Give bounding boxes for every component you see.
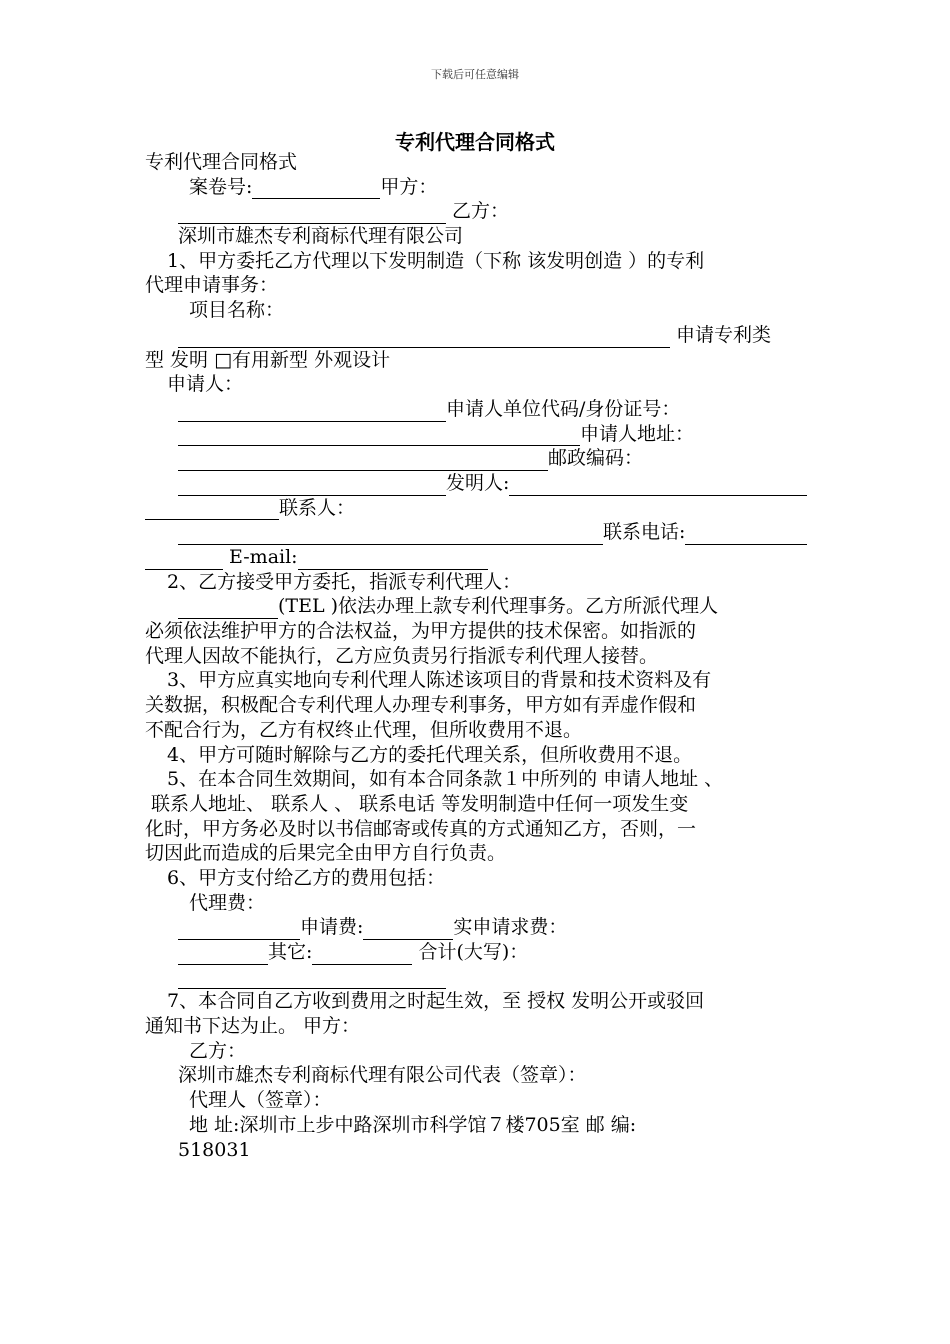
clause-1-line-1: 1、甲方委托乙方代理以下发明制造（下称 该发明创造 ）的专利 bbox=[167, 249, 705, 272]
email-blank[interactable] bbox=[298, 551, 488, 570]
applicant-address-label: 申请人地址： bbox=[580, 422, 695, 445]
agency-fee-label: 代理费： bbox=[189, 891, 266, 914]
clause-2-line-4: 代理人因故不能执行，乙方应负责另行指派专利代理人接替。 bbox=[145, 644, 659, 667]
clause-7-line-2: 通知书下达为止。 甲方： bbox=[145, 1015, 361, 1038]
signature-agent: 代理人（签章）： bbox=[189, 1089, 332, 1112]
project-name-line bbox=[145, 323, 807, 348]
project-name-blank[interactable] bbox=[178, 329, 670, 348]
agent-name-blank[interactable] bbox=[178, 600, 278, 619]
postal-code-label: 邮政编码： bbox=[548, 447, 644, 470]
total-blank-line bbox=[145, 965, 807, 990]
patent-type-label: 申请专利类 bbox=[670, 323, 772, 346]
applicant-address-line bbox=[145, 422, 807, 447]
clause-4-line-1: 4、甲方可随时解除与乙方的委托代理关系，但所收费用不退。 bbox=[167, 743, 693, 766]
postal-code-line bbox=[145, 446, 807, 471]
other-fee-blank[interactable] bbox=[312, 946, 412, 965]
applicant-code-line bbox=[145, 397, 807, 422]
application-fee-blank[interactable] bbox=[363, 921, 453, 940]
patent-type-options: 型 发明 □有用新型 外观设计 bbox=[145, 348, 391, 371]
party-b-line bbox=[145, 199, 807, 224]
case-number-line bbox=[145, 175, 807, 200]
clause-2-line-3: 必须依法维护甲方的合法权益，为甲方提供的技术保密。如指派的 bbox=[145, 620, 697, 643]
party-b-name: 深圳市雄杰专利商标代理有限公司 bbox=[178, 225, 464, 248]
examination-fee-blank[interactable] bbox=[178, 946, 268, 965]
postal-code-blank[interactable] bbox=[178, 477, 446, 496]
signature-party-b: 乙方： bbox=[189, 1039, 247, 1062]
clause-5-line-2: 联系人地址、 联系人 、 联系电话 等发明制造中任何一项发生变 bbox=[145, 792, 689, 815]
applicant-blank[interactable] bbox=[178, 403, 446, 422]
applicant-code-label: 申请人单位代码/身份证号： bbox=[446, 397, 681, 420]
clause-5-line-4: 切因此而造成的后果完全由甲方自行负责。 bbox=[145, 842, 507, 865]
clause-2-line-2 bbox=[145, 594, 807, 619]
clause-3-line-2: 关数据，积极配合专利代理人办理专利事务，甲方如有弄虚作假和 bbox=[145, 694, 697, 717]
clause-2-tel-text: (TEL )依法办理上款专利代理事务。乙方所派代理人 bbox=[278, 595, 719, 618]
total-label: 合计(大写)： bbox=[412, 940, 529, 963]
clause-2-line-1: 2、乙方接受甲方委托，指派专利代理人： bbox=[167, 570, 522, 593]
applicant-code-blank[interactable] bbox=[178, 427, 580, 446]
clause-6-line-1: 6、甲方支付给乙方的费用包括： bbox=[167, 866, 446, 889]
party-b-label: 乙方： bbox=[446, 200, 510, 223]
inventor-line bbox=[145, 471, 807, 496]
contact-blank[interactable] bbox=[178, 526, 603, 545]
inventor-blank[interactable] bbox=[509, 477, 807, 496]
contact-phone-label: 联系电话: bbox=[603, 521, 686, 544]
inventor-label: 发明人: bbox=[446, 471, 510, 494]
application-fee-label: 申请费: bbox=[300, 916, 364, 939]
page-header: 下载后可任意编辑 bbox=[431, 68, 519, 81]
clause-7-line-1: 7、本合同自乙方收到费用之时起生效，至 授权 发明公开或驳回 bbox=[167, 990, 705, 1013]
applicant-label: 申请人： bbox=[167, 373, 244, 396]
clause-1-line-2: 代理申请事务： bbox=[145, 274, 279, 297]
clause-5-line-1: 5、在本合同生效期间，如有本合同条款１中所列的 申请人地址 、 bbox=[167, 768, 724, 791]
agency-fee-blank[interactable] bbox=[178, 921, 300, 940]
contact-line bbox=[145, 496, 807, 521]
party-a-label: 甲方： bbox=[380, 175, 438, 198]
total-blank[interactable] bbox=[178, 970, 446, 989]
address-line: 地 址:深圳市上步中路深圳市科学馆７楼705室 邮 编: bbox=[189, 1113, 637, 1136]
applicant-address-blank[interactable] bbox=[178, 452, 548, 471]
case-number-label: 案卷号: bbox=[189, 175, 253, 198]
email-line bbox=[145, 545, 807, 570]
signature-company: 深圳市雄杰专利商标代理有限公司代表（签章）： bbox=[178, 1064, 587, 1087]
contact-phone-blank[interactable] bbox=[685, 526, 807, 545]
fee-line-1 bbox=[145, 915, 807, 940]
clause-3-line-3: 不配合行为，乙方有权终止代理，但所收费用不退。 bbox=[145, 718, 583, 741]
document-title: 专利代理合同格式 bbox=[395, 130, 555, 154]
inventor-blank-cont[interactable] bbox=[145, 501, 279, 520]
contact-phone-line bbox=[145, 520, 807, 545]
party-a-blank[interactable] bbox=[178, 205, 446, 224]
project-name-label: 项目名称： bbox=[189, 299, 285, 322]
clause-3-line-1: 3、甲方应真实地向专利代理人陈述该项目的背景和技术资料及有 bbox=[167, 669, 712, 692]
email-label: E-mail: bbox=[223, 545, 298, 568]
examination-fee-label: 实申请求费： bbox=[453, 916, 568, 939]
other-fee-label: 其它: bbox=[268, 940, 313, 963]
contact-phone-blank-cont[interactable] bbox=[145, 551, 223, 570]
case-number-blank[interactable] bbox=[252, 180, 380, 199]
contact-label: 联系人： bbox=[279, 496, 356, 519]
clause-5-line-3: 化时，甲方务必及时以书信邮寄或传真的方式通知乙方，否则，一 bbox=[145, 817, 697, 840]
fee-line-2 bbox=[145, 940, 807, 965]
postal-code-value: 518031 bbox=[178, 1138, 251, 1161]
document-body bbox=[145, 150, 807, 1162]
subtitle-line: 专利代理合同格式 bbox=[145, 151, 298, 173]
